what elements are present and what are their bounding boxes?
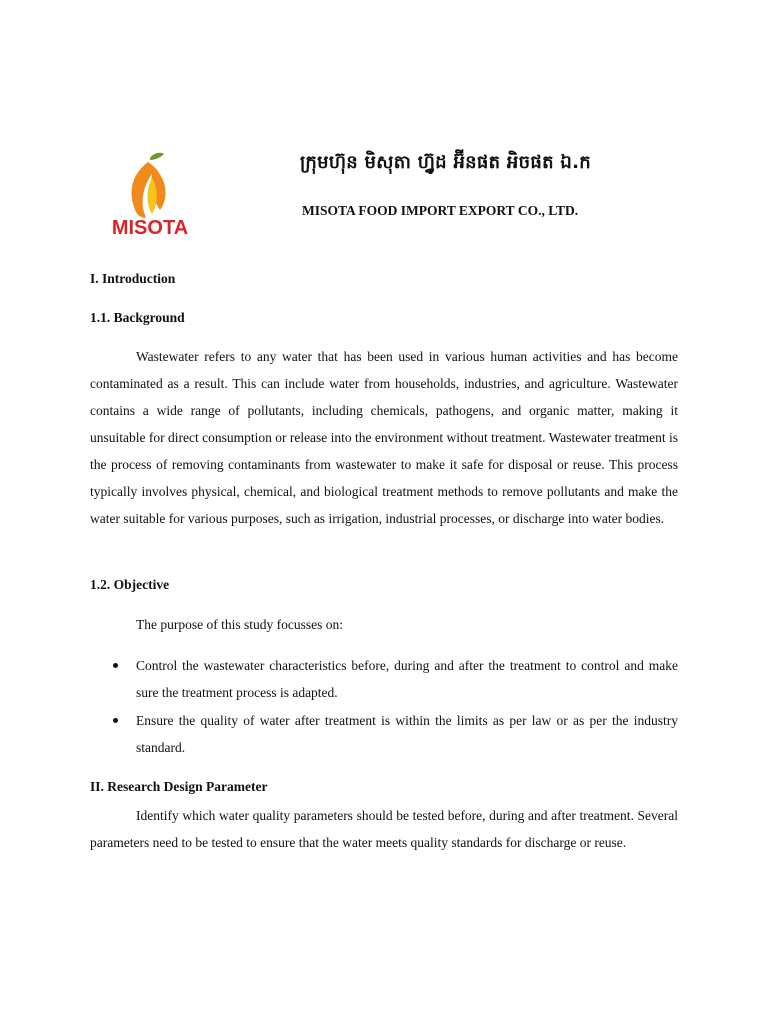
- bullet-text: Control the wastewater characteristics before, during and after the treatment to control and make sure the treatment process is adapted.: [136, 658, 678, 700]
- objective-bullet-list: [90, 652, 678, 762]
- bullet-icon: [113, 718, 118, 723]
- bullet-text: Ensure the quality of water after treatment is within the limits as per law or as per the industry standard.: [136, 713, 678, 755]
- objective-heading: 1.2. Objective: [90, 577, 170, 592]
- objective-intro: The purpose of this study focusses on:: [136, 617, 343, 632]
- list-item: [90, 652, 678, 706]
- company-name-khmer: ក្រុមហ៊ុន មិសុតា ហ្វ៊ូដ អ៊ីនផត អិចផត ឯ.ក: [300, 152, 591, 173]
- research-design-paragraph: Identify which water quality parameters should be tested before, during and after treatment. Several parameters need to be tested to ensure that the water meets quality standards for discharge or reuse.: [90, 808, 678, 850]
- background-heading: 1.1. Background: [90, 310, 185, 325]
- background-paragraph: Wastewater refers to any water that has been used in various human activities and has become contaminated as a result. This can include water from households, industries, and agriculture. Wastewater contains a wide range of pollutants, including chemicals, pathogens, and organic matter, making it unsuitable for direct consumption or release into the environment without treatment. Wastewater treatment is the process of removing contaminants from wastewater to make it safe for disposal or reuse. This process typically involves physical, chemical, and biological treatment methods to remove pollutants and make the water suitable for various purposes, such as irrigation, industrial processes, or discharge into water bodies.: [90, 349, 678, 526]
- company-name-english: MISOTA FOOD IMPORT EXPORT CO., LTD.: [302, 203, 579, 218]
- list-item: [90, 707, 678, 761]
- bullet-icon: [113, 663, 118, 668]
- introduction-heading: I. Introduction: [90, 271, 176, 286]
- logo-wordmark: MISOTA: [111, 217, 189, 236]
- research-design-heading: II. Research Design Parameter: [90, 779, 268, 794]
- mango-flame-logo-icon: [90, 150, 210, 236]
- misota-logo: [90, 150, 210, 236]
